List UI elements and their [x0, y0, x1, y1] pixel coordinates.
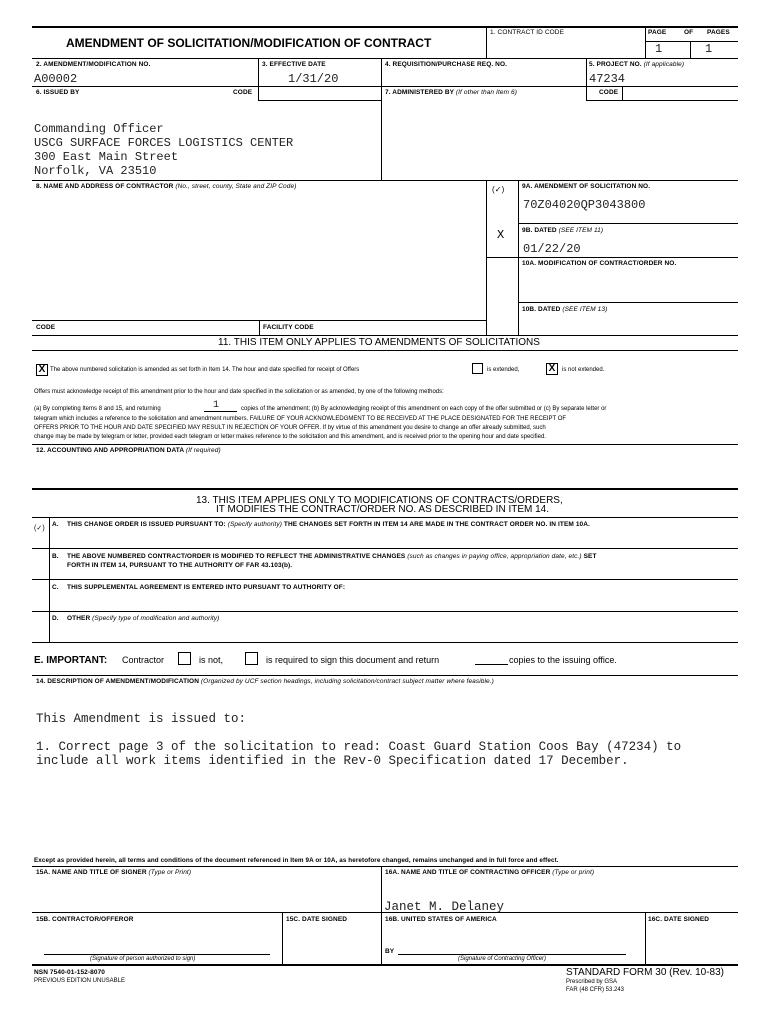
- method-b-text: copies of the amendment; (b) By acknowledging receipt of this amendment on each copy of the offer submitted or (c) By separate letter or: [241, 406, 607, 412]
- item-11-text: The above numbered solicitation is amended as set forth in Item 14. The hour and date specified for receipt of Offers: [50, 367, 360, 373]
- item-11-title: 11. THIS ITEM ONLY APPLIES TO AMENDMENTS OF SOLICITATIONS: [218, 337, 540, 348]
- item-13a-text: THIS CHANGE ORDER IS ISSUED PURSUANT TO: (Specify authority) THE CHANGES SET FORTH IN ITEM 14 ARE MADE IN THE CONTRACT ORDER NO. IN ITEM 10A.: [67, 521, 590, 528]
- contractor-word: Contractor: [122, 655, 165, 665]
- issued-by-label: 6. ISSUED BY: [36, 89, 80, 96]
- administered-code-label: CODE: [599, 89, 619, 96]
- far-reference: FAR (48 CFR) 53.243: [566, 987, 625, 993]
- pages-label: PAGES: [707, 29, 730, 36]
- pages-value[interactable]: 1: [705, 42, 713, 56]
- issuer-line-3[interactable]: 300 East Main Street: [34, 150, 179, 164]
- accounting-label: 12. ACCOUNTING AND APPROPRIATION DATA (If required): [36, 447, 221, 454]
- prescribed-by: Prescribed by GSA: [566, 979, 618, 985]
- amendment-no-label: 2. AMENDMENT/MODIFICATION NO.: [36, 61, 151, 68]
- not-extended-checkbox[interactable]: X: [546, 363, 558, 375]
- contractor-offeror-label: 15B. CONTRACTOR/OFFEROR: [36, 916, 134, 923]
- change-text: change may be made by telegram or letter, provided each telegram or letter makes reference to the solicitation and this amendment, and is received prior to the opening hour and date specified.: [34, 434, 546, 440]
- check-amended[interactable]: X: [36, 364, 48, 376]
- issued-code-label: CODE: [233, 89, 253, 96]
- item-13c-letter: C.: [52, 584, 59, 591]
- requisition-label: 4. REQUISITION/PURCHASE REQ. NO.: [385, 61, 508, 68]
- is-required-checkbox[interactable]: [245, 652, 258, 665]
- not-extended-label: is not extended.: [562, 367, 605, 373]
- item-13b-letter: B.: [52, 553, 59, 560]
- item-13b-text: THE ABOVE NUMBERED CONTRACT/ORDER IS MODIFIED TO REFLECT THE ADMINISTRATIVE CHANGES (such as changes in paying office, appropriation date, etc.) SET: [67, 553, 597, 560]
- check-mark-9a[interactable]: X: [497, 228, 505, 242]
- check-header-13: (✓): [34, 525, 45, 532]
- contract-id-label: 1. CONTRACT ID CODE: [490, 29, 565, 36]
- amendment-solicitation-label: 9A. AMENDMENT OF SOLICITATION NO.: [522, 183, 651, 190]
- issuer-line-4[interactable]: Norfolk, VA 23510: [34, 164, 157, 178]
- project-no-value[interactable]: 47234: [589, 72, 626, 86]
- important-label: E. IMPORTANT:: [34, 655, 108, 666]
- extended-label: is extended,: [487, 367, 520, 373]
- rejection-text: OFFERS PRIOR TO THE HOUR AND DATE SPECIFIED MAY RESULT IN REJECTION OF YOUR OFFER. If by virtue of this amendment you desire to change an offer already submitted, such: [34, 425, 546, 431]
- item-13b-text-2: FORTH IN ITEM 14, PURSUANT TO THE AUTHORITY OF FAR 43.103(b).: [67, 562, 293, 569]
- description-line-3[interactable]: include all work items identified in the Rev-0 Specification dated 17 December.: [36, 754, 629, 768]
- check-header-9: (✓): [492, 185, 505, 194]
- item-13a-letter: A.: [52, 521, 59, 528]
- method-c-text: telegram which includes a reference to the solicitation and amendment numbers. FAILURE OF YOUR ACKNOWLEDGMENT TO BE RECEIVED AT THE PLACE DESIGNATED FOR THE RECEIPT OF: [34, 416, 567, 422]
- contractor-label: 8. NAME AND ADDRESS OF CONTRACTOR (No., street, county, State and ZIP Code): [36, 183, 297, 190]
- date-signed-15c-label: 15C. DATE SIGNED: [286, 916, 348, 923]
- item-13d-letter: D.: [52, 615, 59, 622]
- extended-checkbox[interactable]: [472, 363, 483, 374]
- officer-name-label: 16A. NAME AND TITLE OF CONTRACTING OFFICER (Type or print): [385, 869, 595, 876]
- form-title: AMENDMENT OF SOLICITATION/MODIFICATION OF CONTRACT: [66, 36, 432, 50]
- administered-by-label: 7. ADMINISTERED BY (If other than Item 6): [385, 89, 517, 96]
- is-required-label: is required to sign this document and return: [266, 655, 440, 665]
- item-13c-text: THIS SUPPLEMENTAL AGREEMENT IS ENTERED INTO PURSUANT TO AUTHORITY OF:: [67, 584, 346, 591]
- copies-returned-value[interactable]: 1: [213, 400, 220, 411]
- acknowledge-line: Offers must acknowledge receipt of this amendment prior to the hour and date specified in the solicitation or as amended, by one of the following methods:: [34, 389, 444, 395]
- dated-9b-label: 9B. DATED (SEE ITEM 11): [522, 227, 604, 234]
- project-no-label: 5. PROJECT NO. (If applicable): [589, 61, 685, 68]
- facility-code-label: FACILITY CODE: [263, 324, 314, 331]
- of-label: OF: [684, 29, 694, 36]
- amendment-solicitation-value[interactable]: 70Z04020QP3043800: [523, 198, 646, 212]
- issuer-line-2[interactable]: USCG SURFACE FORCES LOGISTICS CENTER: [34, 136, 294, 150]
- modification-contract-label: 10A. MODIFICATION OF CONTRACT/ORDER NO.: [522, 260, 677, 267]
- copies-issuing-label: copies to the issuing office.: [509, 655, 617, 665]
- page-value[interactable]: 1: [655, 42, 663, 56]
- dated-9b-value[interactable]: 01/22/20: [523, 242, 581, 256]
- item-13d-text: OTHER (Specify type of modification and authority): [67, 615, 220, 622]
- officer-signature-line[interactable]: (Signature of Contracting Officer): [458, 956, 547, 962]
- description-label: 14. DESCRIPTION OF AMENDMENT/MODIFICATION (Organized by UCF section headings, including solicitation/contract subject matter where feasible.): [36, 678, 494, 685]
- standard-form-label: STANDARD FORM 30 (Rev. 10-83): [566, 967, 724, 978]
- is-not-checkbox[interactable]: [178, 652, 191, 665]
- effective-date-label: 3. EFFECTIVE DATE: [262, 61, 326, 68]
- contractor-code-label: CODE: [36, 324, 56, 331]
- method-a-text: (a) By completing Items 8 and 15, and returning: [34, 406, 161, 412]
- by-label: BY: [385, 948, 395, 955]
- signer-name-label: 15A. NAME AND TITLE OF SIGNER (Type or Print): [36, 869, 192, 876]
- description-line-1[interactable]: This Amendment is issued to:: [36, 712, 247, 726]
- item-13-title-2: IT MODIFIES THE CONTRACT/ORDER NO. AS DESCRIBED IN ITEM 14.: [216, 504, 550, 515]
- date-signed-16c-label: 16C. DATE SIGNED: [648, 916, 710, 923]
- officer-name-value[interactable]: Janet M. Delaney: [384, 900, 505, 914]
- except-text: Except as provided herein, all terms and conditions of the document referenced in Item 9A or 10A, as heretofore changed, remains unchanged and in full force and effect.: [34, 857, 559, 864]
- amendment-no-value[interactable]: A00002: [34, 72, 78, 86]
- effective-date-value[interactable]: 1/31/20: [288, 72, 339, 86]
- description-line-2[interactable]: 1. Correct page 3 of the solicitation to read: Coast Guard Station Coos Bay (47234) to: [36, 740, 682, 754]
- nsn-number: NSN 7540-01-152-8070: [34, 969, 106, 976]
- previous-edition: PREVIOUS EDITION UNUSABLE: [34, 978, 126, 984]
- item-13-title-1: 13. THIS ITEM APPLIES ONLY TO MODIFICATIONS OF CONTRACTS/ORDERS,: [196, 495, 563, 506]
- is-not-label: is not,: [199, 655, 224, 665]
- issuer-line-1[interactable]: Commanding Officer: [34, 122, 164, 136]
- contractor-signature-line[interactable]: (Signature of person authorized to sign): [90, 956, 196, 962]
- united-states-label: 16B. UNITED STATES OF AMERICA: [385, 916, 497, 923]
- page-label: PAGE: [648, 29, 667, 36]
- dated-10b-label: 10B. DATED (SEE ITEM 13): [522, 306, 608, 313]
